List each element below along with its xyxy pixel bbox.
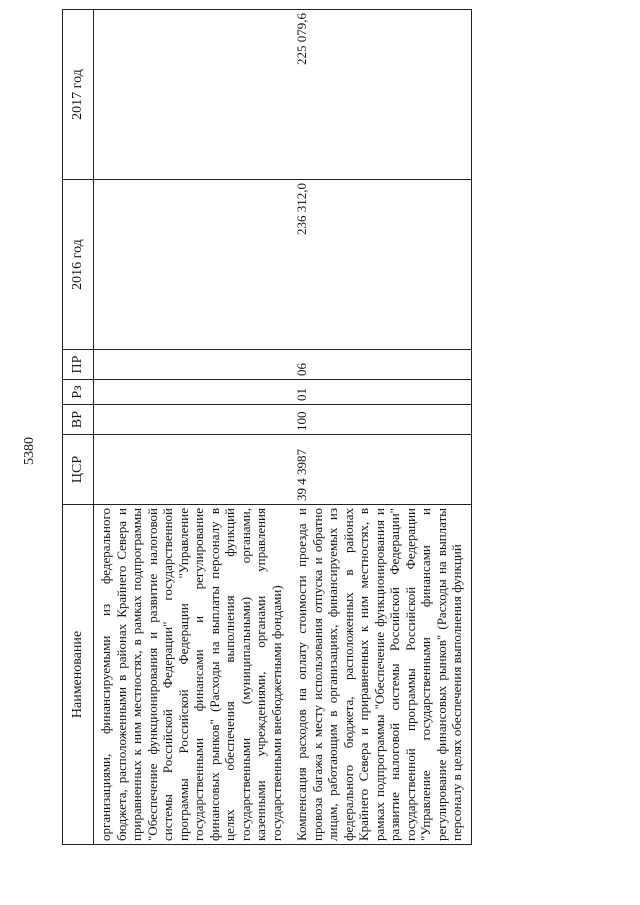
header-2017: 2017 год: [63, 10, 94, 180]
row-value-2017: [94, 10, 291, 180]
row-value-2016: [94, 180, 291, 350]
row-vr: 100: [290, 405, 471, 435]
row-name: организациями, финансируемыми из федерального бюджета, расположенными в районах Крайнего Севера и приравненных к ним местностях, в рамках подпрограммы "Обеспечение функционирования и развитие налоговой системы Российской Федерации" государственной программы Российской Федерации "Управление государственными финансами и регулирование финансовых рынков" (Расходы на выплаты персоналу в целях обеспечения выполнения функций государственными (муниципальными) органами, казенными учреждениями, органами управления государственными внебюджетными фондами): [94, 505, 291, 845]
row-rz: 01: [290, 380, 471, 405]
header-csr: ЦСР: [63, 435, 94, 505]
table-header-row: [63, 10, 94, 845]
row-name: Компенсация расходов на оплату стоимости проезда и провоза багажа к месту использования отпуска и обратно лицам, работающим в организациях, финансируемых из федерального бюджета, расположенных в районах Крайнего Севера и приравненных к ним местностях, в рамках подпрограммы "Обеспечение функционирования и развитие налоговой системы Российской Федерации" государственной программы Российской Федерации "Управление государственными финансами и регулирование финансовых рынков" (Расходы на выплаты персоналу в целях обеспечения выполнения функций: [290, 505, 471, 845]
row-vr: [94, 405, 291, 435]
header-pr: ПР: [63, 350, 94, 380]
row-pr: [94, 350, 291, 380]
row-csr: [94, 435, 291, 505]
row-value-2016: 236 312,0: [290, 180, 471, 350]
table-row: [94, 10, 291, 845]
row-pr: 06: [290, 350, 471, 380]
header-2016: 2016 год: [63, 180, 94, 350]
row-rz: [94, 380, 291, 405]
header-rz: Рз: [63, 380, 94, 405]
page-number: 5380: [22, 437, 37, 465]
header-name: Наименование: [63, 505, 94, 845]
row-value-2017: 225 079,6: [290, 10, 471, 180]
header-vr: ВР: [63, 405, 94, 435]
table-row: [290, 10, 471, 845]
row-csr: 39 4 3987: [290, 435, 471, 505]
budget-table: [62, 9, 472, 845]
